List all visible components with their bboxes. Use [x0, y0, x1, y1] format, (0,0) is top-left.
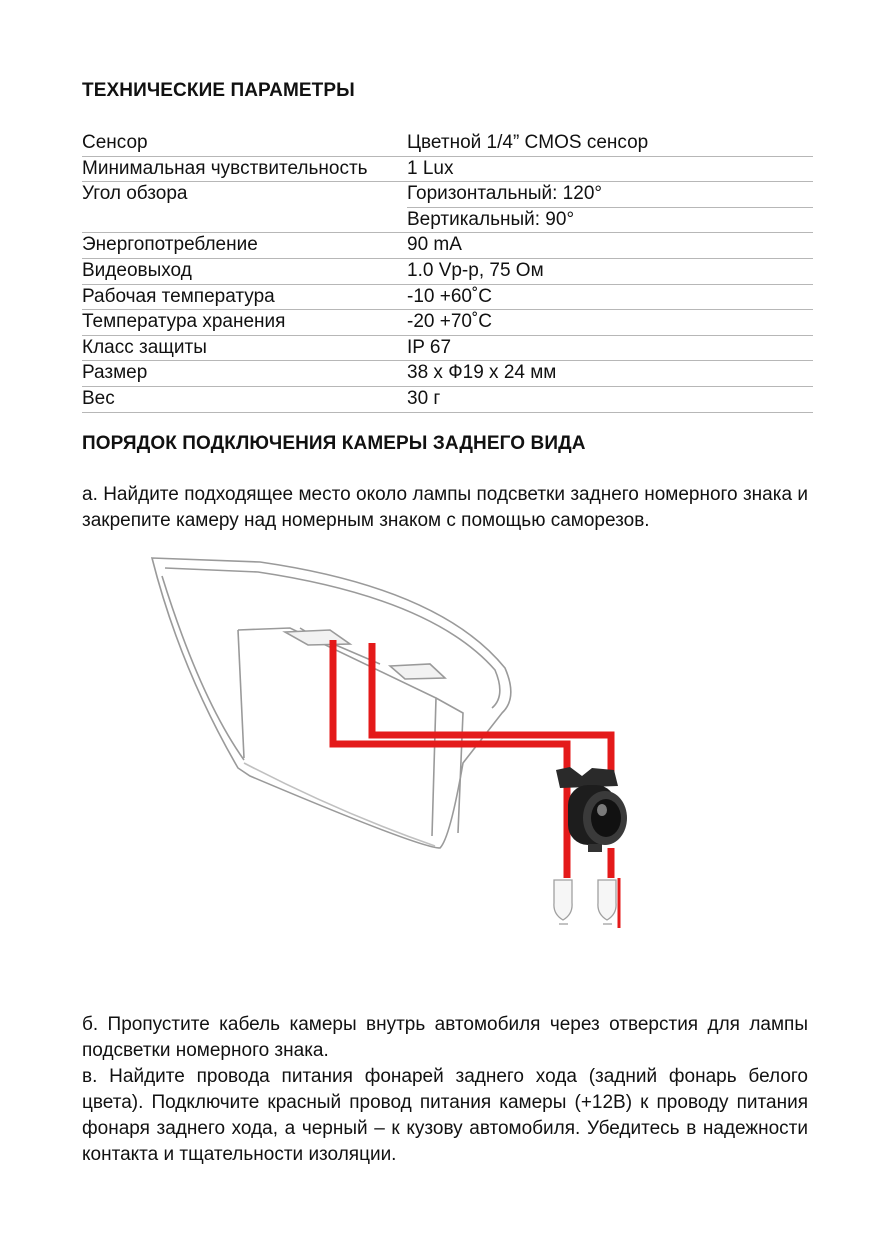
spec-row: [82, 335, 813, 361]
spec-label: Рабочая температура: [82, 284, 406, 310]
spec-label: Температура хранения: [82, 310, 406, 336]
spec-value-line: 38 х Ф19 х 24 мм: [407, 362, 557, 384]
spec-row: [82, 361, 813, 387]
spec-value: [406, 258, 813, 284]
spec-value-line: 1 Lux: [407, 157, 454, 179]
spec-value: [406, 361, 813, 387]
spec-value: [406, 156, 813, 182]
connection-section-title: ПОРЯДОК ПОДКЛЮЧЕНИЯ КАМЕРЫ ЗАДНЕГО ВИДА: [82, 433, 586, 454]
step-b-text: б. Пропустите кабель камеры внутрь автомобиля через отверстия для лампы подсветки номерного знака.: [82, 1014, 808, 1061]
step-a-text: а. Найдите подходящее место около лампы подсветки заднего номерного знака и закрепите камеру над номерным знаком с помощью саморезов.: [82, 484, 808, 531]
spec-label: Видеовыход: [82, 258, 406, 284]
spec-row: [82, 258, 813, 284]
step-c-text: в. Найдите провода питания фонарей заднего хода (задний фонарь белого цвета). Подключите красный провод питания камеры (+12В) к проводу питания фонаря заднего хода, а черный – к кузову автомобиля. Убедитесь в надежности контакта и тщательности изоляции.: [82, 1066, 808, 1165]
spec-value-line: 90 mA: [407, 234, 462, 256]
spec-table: [82, 131, 813, 413]
spec-value-line: Горизонтальный: 120°: [407, 183, 602, 205]
spec-label: Класс защиты: [82, 335, 406, 361]
spec-label: Энергопотребление: [82, 233, 406, 259]
spec-value: [406, 233, 813, 259]
spec-row: [82, 233, 813, 259]
spec-row: [82, 182, 813, 233]
spec-value-line: Вертикальный: 90°: [407, 207, 813, 233]
spec-label: Минимальная чувствительность: [82, 156, 406, 182]
spec-value: [406, 284, 813, 310]
spec-value: [406, 386, 813, 412]
spec-value: [406, 131, 813, 156]
spec-label: Сенсор: [82, 131, 406, 156]
spec-row: [82, 131, 813, 156]
spec-section-title: ТЕХНИЧЕСКИЕ ПАРАМЕТРЫ: [82, 80, 355, 101]
spec-value-line: Цветной 1/4” CMOS сенсор: [407, 132, 649, 153]
spec-label: Размер: [82, 361, 406, 387]
spec-value: [406, 182, 813, 233]
spec-value-line: -10 +60˚C: [407, 285, 493, 307]
spec-row: [82, 310, 813, 336]
spec-label: Вес: [82, 386, 406, 412]
screw-icon: [554, 880, 616, 924]
spec-row: [82, 284, 813, 310]
spec-value: [406, 335, 813, 361]
spec-label: Угол обзора: [82, 182, 406, 233]
spec-value: [406, 310, 813, 336]
spec-row: [82, 156, 813, 182]
spec-value-line: IP 67: [407, 336, 452, 358]
spec-value-line: 1.0 Vp-p, 75 Ом: [407, 259, 544, 281]
spec-value-line: -20 +70˚C: [407, 311, 493, 333]
spec-value-line: 30 г: [407, 387, 441, 409]
spec-row: [82, 386, 813, 412]
camera-install-illustration: [140, 548, 670, 938]
